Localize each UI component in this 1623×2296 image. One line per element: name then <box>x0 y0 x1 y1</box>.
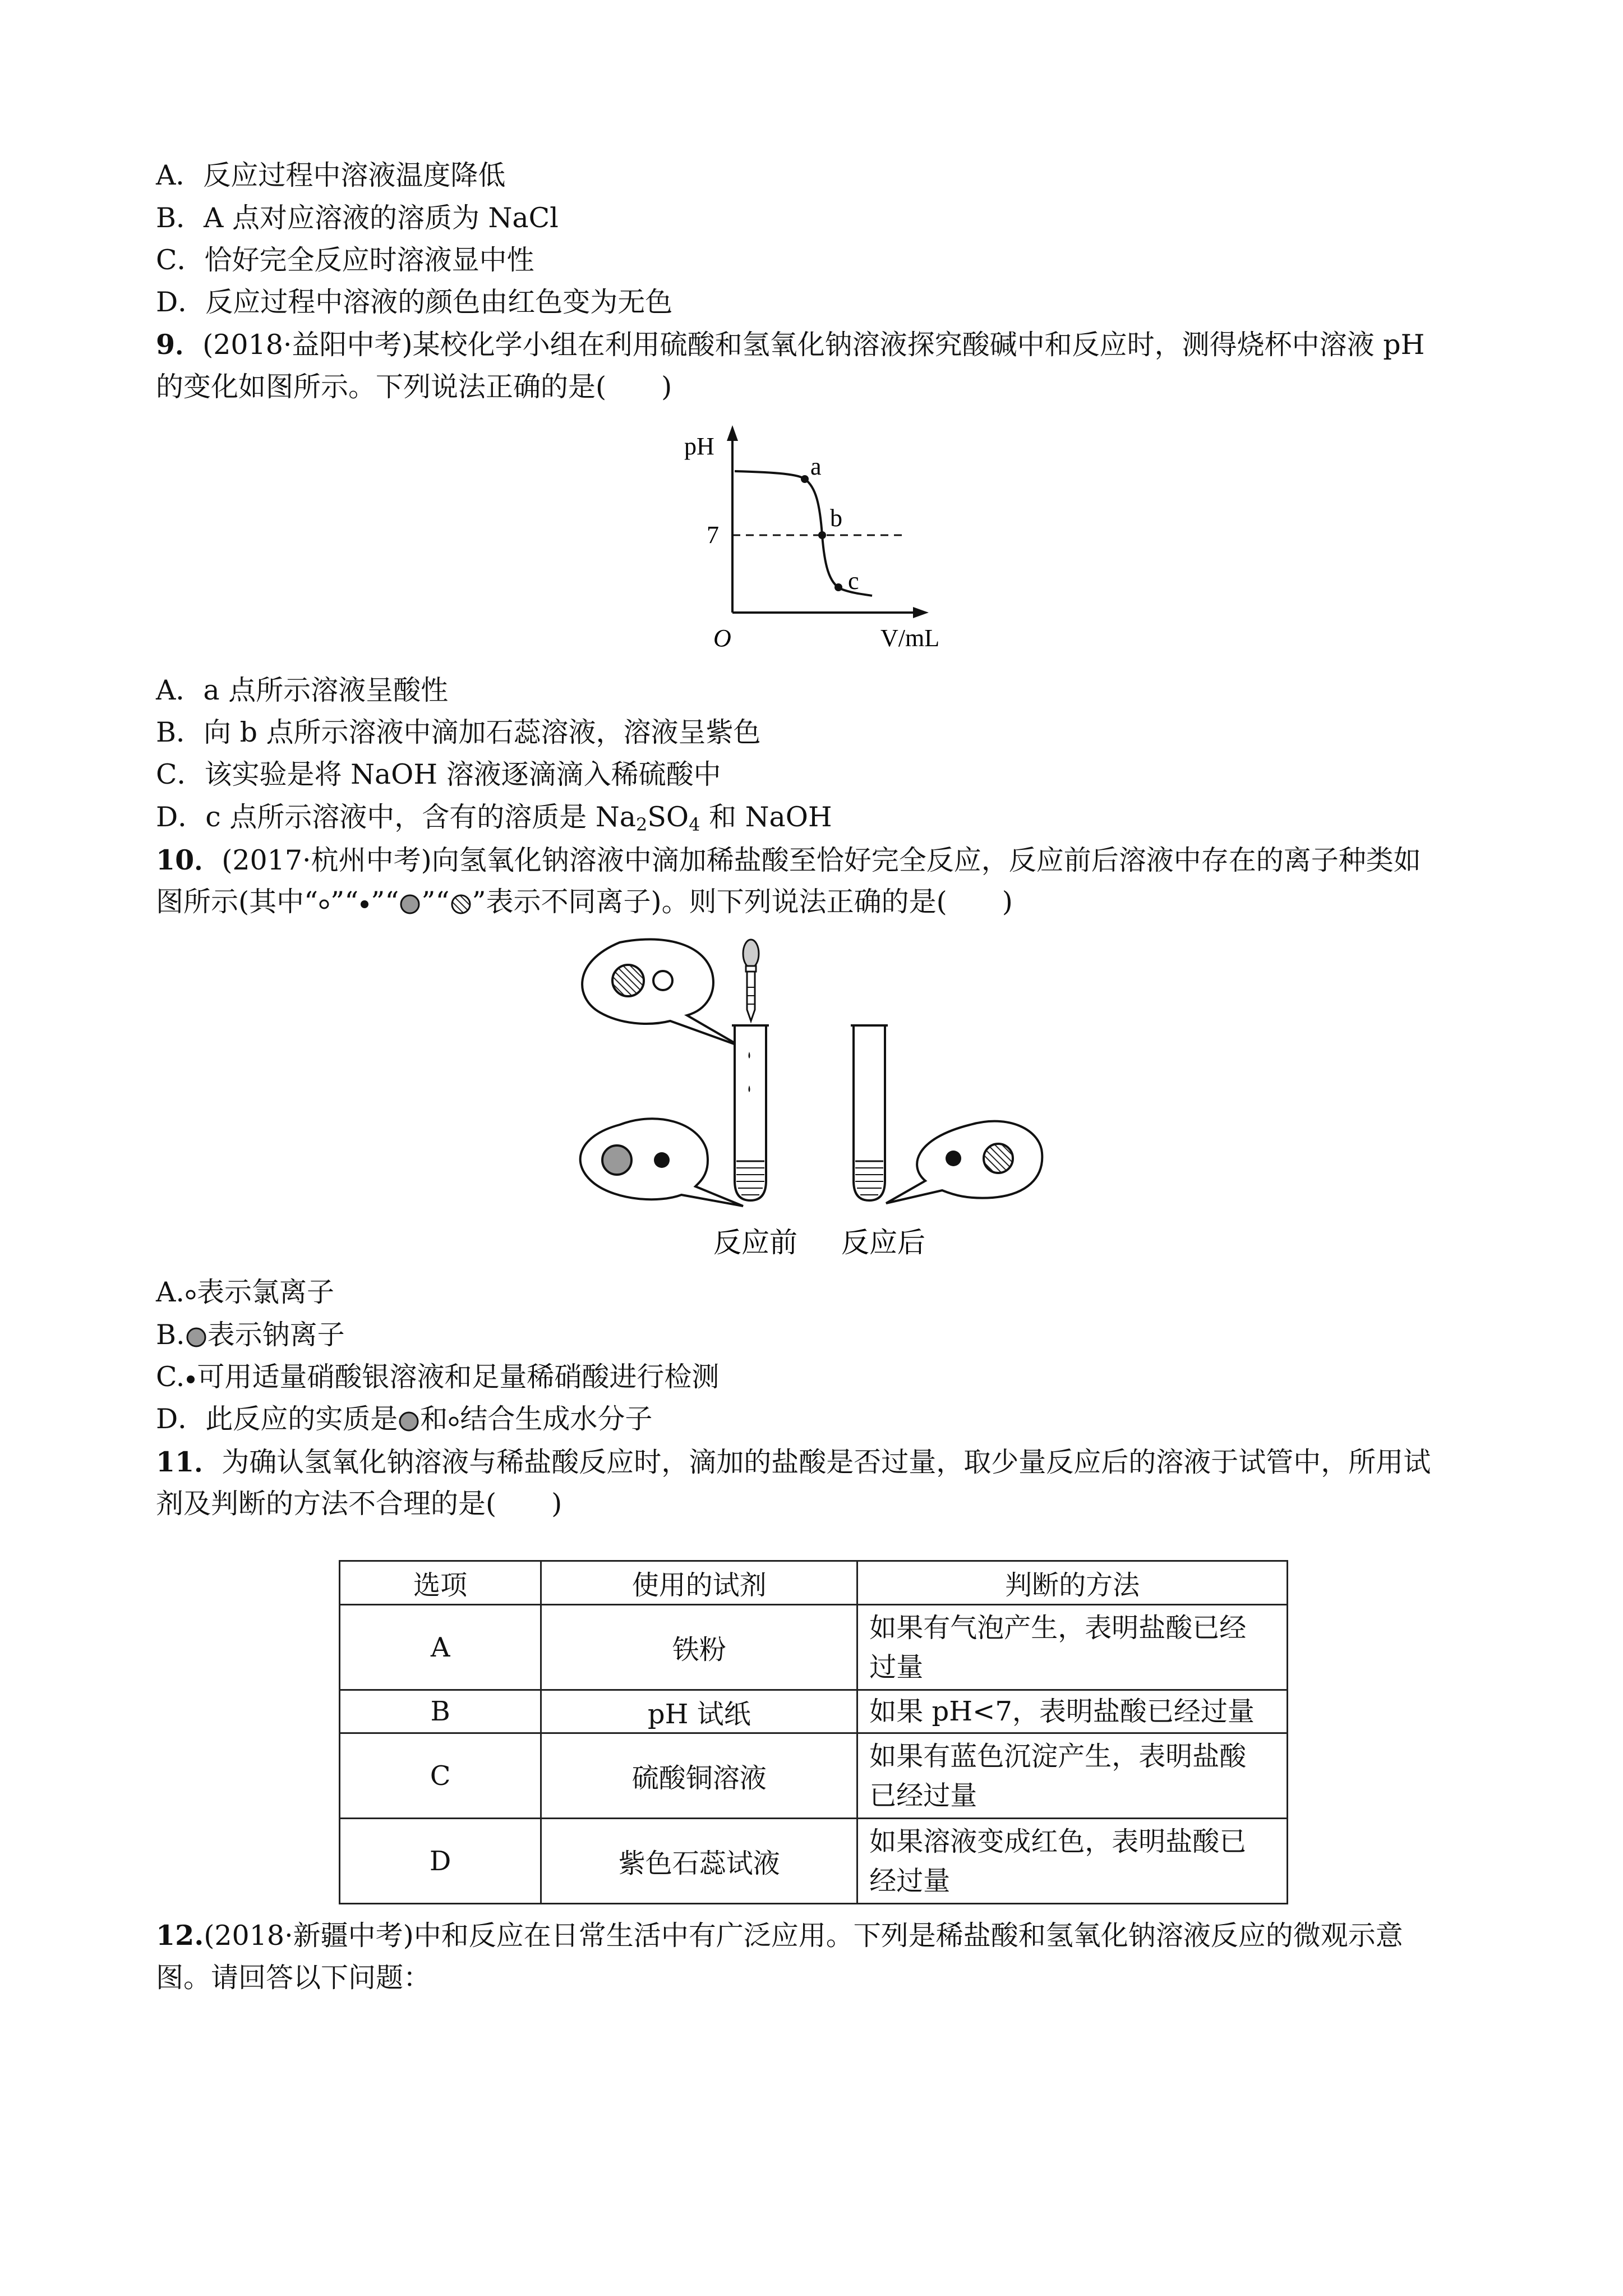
q8-option-d: D．反应过程中溶液的颜色由红色变为无色 <box>156 286 673 318</box>
q10-number: 10． <box>156 844 222 876</box>
point-b <box>818 531 826 539</box>
y-axis-arrow <box>727 425 738 441</box>
q9-stem-line1: (2018·益阳中考)某校化学小组在利用硫酸和氢氧化钠溶液探究酸碱中和反应时，测得烧杯中溶液 pH <box>202 329 1425 361</box>
point-a-label: a <box>810 453 822 480</box>
option-text: 和 <box>420 1403 448 1435</box>
table-row <box>340 1690 1288 1733</box>
quote-mark: ”“ <box>371 886 399 918</box>
hatched-ion <box>984 1144 1013 1173</box>
label-before: 反应前 <box>713 1227 797 1258</box>
q12-stem-line2: 图。请回答以下问题： <box>156 1962 431 1994</box>
dropper-icon <box>743 940 759 1021</box>
gray-circle-icon <box>399 893 421 915</box>
method-line: 过量 <box>869 1651 924 1683</box>
table-cell-method <box>857 1819 1288 1904</box>
q9-option-c: C．该实验是将 NaOH 溶液逐滴滴入稀硫酸中 <box>156 758 721 790</box>
black-ion <box>654 1152 670 1168</box>
q10-option-b <box>156 1318 345 1352</box>
q10-stem-text-tail: ”表示不同离子)。则下列说法正确的是( ) <box>472 886 1013 918</box>
gray-circle-icon <box>185 1326 208 1349</box>
method-line: 如果有蓝色沉淀产生，表明盐酸 <box>869 1740 1247 1772</box>
bubble-dropper <box>582 940 740 1046</box>
table-cell-reagent: 硫酸铜溶液 <box>541 1733 857 1819</box>
q8-option-c: C．恰好完全反应时溶液显中性 <box>156 244 534 276</box>
point-c <box>834 583 842 591</box>
table-cell-option: B <box>340 1690 541 1733</box>
table-header: 使用的试剂 <box>541 1561 857 1605</box>
table-cell-method <box>857 1605 1288 1690</box>
method-line: 经过量 <box>869 1865 951 1897</box>
q9-number: 9． <box>156 328 203 361</box>
gray-ion <box>602 1145 631 1175</box>
hatched-circle-icon <box>450 893 472 915</box>
subscript: 2 <box>635 814 648 835</box>
small-open-circle-icon <box>318 898 330 910</box>
test-tube-after <box>851 1025 888 1200</box>
small-open-circle-icon <box>448 1415 460 1428</box>
q10-stem-line1: (2017·杭州中考)向氢氧化钠溶液中滴加稀盐酸至恰好完全反应，反应前后溶液中存在的离子种类如 <box>222 844 1421 876</box>
q9-option-d-formula: SO <box>647 801 689 833</box>
q10-option-c <box>156 1360 719 1394</box>
black-ion <box>946 1151 961 1166</box>
quote-mark: ”“ <box>421 886 450 918</box>
origin-label: O <box>713 624 731 652</box>
table-row <box>340 1605 1288 1690</box>
q10-stem <box>156 843 1421 877</box>
quote-mark: ”“ <box>330 886 359 918</box>
q12-stem-line1: (2018·新疆中考)中和反应在日常生活中有广泛应用。下列是稀盐酸和氢氧化钠溶液反应的微观示意 <box>204 1920 1403 1952</box>
method-line: 如果 pH<7，表明盐酸已经过量 <box>869 1696 1255 1727</box>
x-axis-label: V/mL <box>880 624 940 652</box>
q9-option-d-text: D．c 点所示溶液中，含有的溶质是 Na <box>156 801 636 833</box>
q9-option-b: B．向 b 点所示溶液中滴加石蕊溶液，溶液呈紫色 <box>156 716 761 748</box>
ph7-tick-label: 7 <box>707 521 719 549</box>
table-cell-reagent: 紫色石蕊试液 <box>541 1819 857 1904</box>
option-text: 结合生成水分子 <box>460 1403 653 1435</box>
option-letter: C. <box>156 1361 185 1393</box>
q8-option-b: B．A 点对应溶液的溶质为 NaCl <box>156 202 559 234</box>
option-letter: B. <box>156 1319 185 1351</box>
point-b-label: b <box>830 504 842 532</box>
small-open-circle-icon <box>185 1289 197 1301</box>
table-cell-option: C <box>340 1733 541 1819</box>
x-axis-arrow <box>913 607 929 618</box>
label-after: 反应后 <box>841 1227 925 1258</box>
q11-stem-line2: 剂及判断的方法不合理的是( ) <box>156 1488 562 1520</box>
option-text: 可用适量硝酸银溶液和足量稀硝酸进行检测 <box>197 1361 720 1393</box>
option-text: 表示钠离子 <box>207 1319 345 1351</box>
table-cell-method <box>857 1733 1288 1819</box>
table-header: 判断的方法 <box>857 1561 1288 1605</box>
q9-option-d <box>156 800 832 834</box>
q8-option-a: A．反应过程中溶液温度降低 <box>156 159 506 191</box>
q11-stem-line1: 为确认氢氧化钠溶液与稀盐酸反应时，滴加的盐酸是否过量，取少量反应后的溶液于试管中，所用试 <box>222 1446 1431 1478</box>
option-text: 表示氯离子 <box>196 1276 334 1308</box>
q9-stem <box>156 328 1424 362</box>
q9-option-a: A．a 点所示溶液呈酸性 <box>156 674 449 706</box>
table-row <box>340 1819 1288 1904</box>
q9-option-d-tail: 和 NaOH <box>700 801 832 833</box>
table-cell-reagent: 铁粉 <box>541 1605 857 1690</box>
open-ion <box>653 971 672 990</box>
q11-stem <box>156 1445 1431 1479</box>
subscript: 4 <box>689 814 700 835</box>
q10-option-d <box>156 1402 652 1436</box>
option-text: D．此反应的实质是 <box>156 1403 398 1435</box>
q11-number: 11． <box>156 1446 222 1478</box>
q12-stem <box>156 1918 1403 1953</box>
table-row <box>340 1733 1288 1819</box>
small-black-dot-icon <box>185 1373 197 1386</box>
option-letter: A. <box>156 1276 185 1308</box>
bubble-before <box>580 1119 743 1206</box>
table-cell-option: A <box>340 1605 541 1690</box>
table-cell-reagent: pH 试纸 <box>541 1690 857 1733</box>
gray-circle-icon <box>398 1410 420 1433</box>
table-cell-option: D <box>340 1819 541 1904</box>
method-line: 已经过量 <box>869 1779 978 1811</box>
method-line: 如果溶液变成红色，表明盐酸已 <box>869 1825 1247 1857</box>
table-cell-method <box>857 1690 1288 1733</box>
q9-ph-graph <box>679 421 959 656</box>
bubble-after <box>886 1121 1042 1203</box>
q10-stem-text: 图所示(其中“ <box>156 886 319 918</box>
q10-option-a <box>156 1276 334 1309</box>
q10-ion-figure <box>566 931 1049 1262</box>
y-axis-label: pH <box>684 432 714 460</box>
q11-table <box>339 1560 1288 1904</box>
test-tube-before <box>732 1025 769 1200</box>
point-c-label: c <box>848 567 859 595</box>
point-a <box>801 475 809 483</box>
q9-stem-line2: 的变化如图所示。下列说法正确的是( ) <box>156 371 672 403</box>
small-black-dot-icon <box>358 898 371 910</box>
table-header: 选项 <box>340 1561 541 1605</box>
table-header-row <box>340 1561 1288 1605</box>
q12-number: 12. <box>156 1919 204 1952</box>
q10-stem-line2 <box>156 885 1013 919</box>
method-line: 如果有气泡产生，表明盐酸已经 <box>869 1612 1247 1644</box>
hatched-ion <box>612 965 644 996</box>
